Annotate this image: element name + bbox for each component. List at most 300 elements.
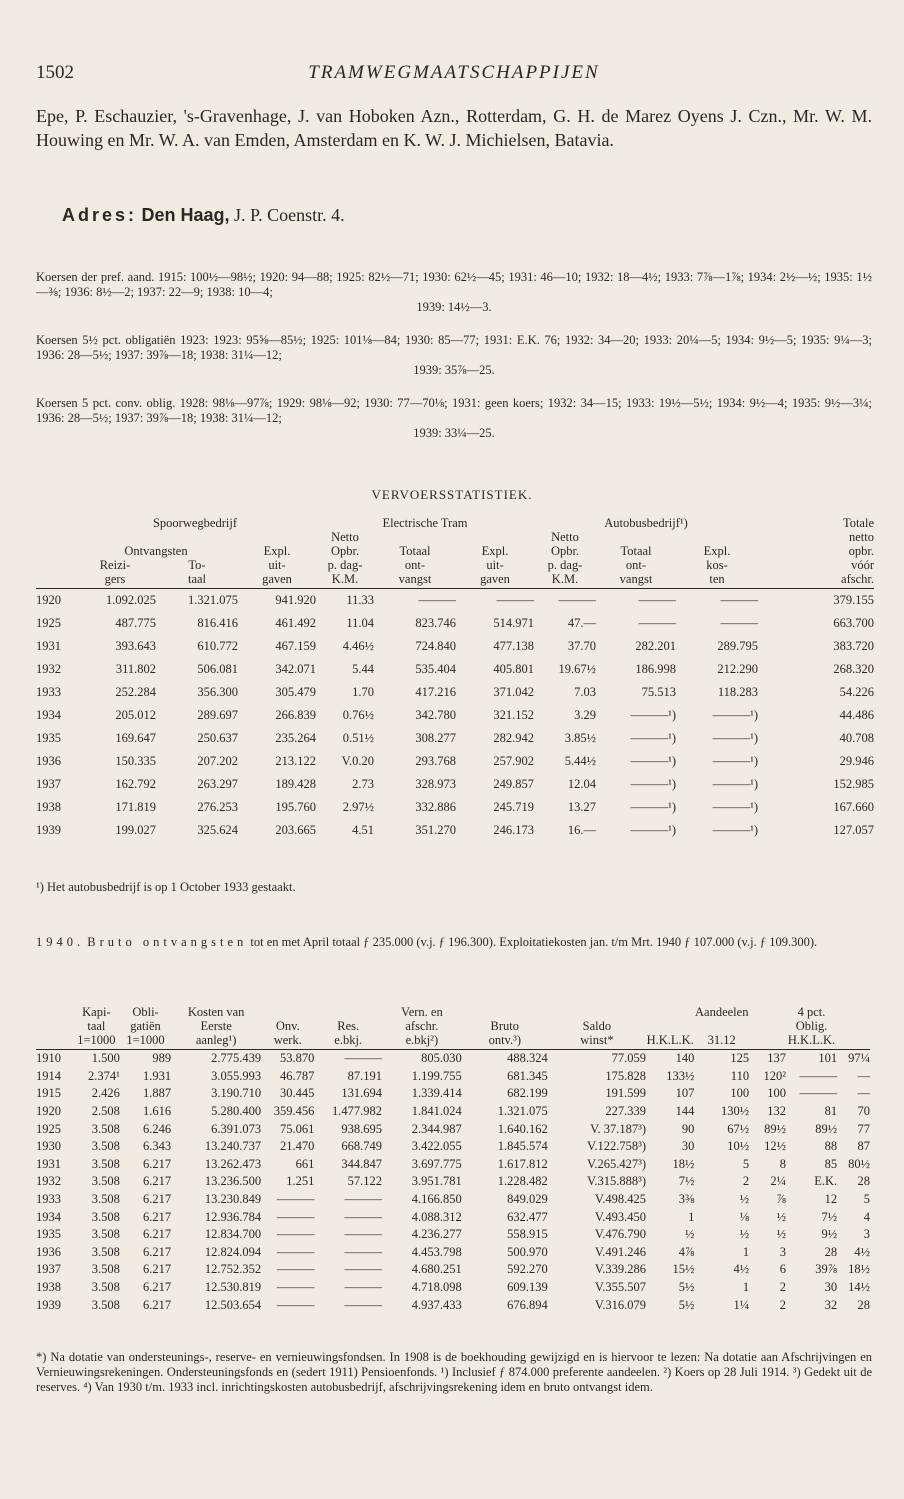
col-header: K.M.: [534, 572, 596, 589]
table-row: [36, 819, 874, 842]
table-cell: 5.280.400: [211, 1104, 262, 1119]
col-header: afschr.: [405, 1019, 439, 1033]
table-cell: 342.071: [275, 662, 316, 676]
col-header: opbr.: [848, 544, 874, 558]
table-row: [36, 589, 874, 613]
table-cell: 8: [779, 1156, 786, 1171]
table-cell: 1.70: [352, 685, 374, 699]
row-year: 1933: [36, 1192, 61, 1207]
table-cell: 276.253: [197, 800, 238, 814]
table-row: [36, 750, 874, 773]
table-cell: V.315.888³): [586, 1174, 647, 1189]
table-cell: ———: [558, 593, 596, 607]
col-header: Bruto: [490, 1019, 520, 1033]
table-row: [36, 1208, 870, 1226]
row-year: 1937: [36, 777, 61, 791]
table-cell: 0.76½: [342, 708, 374, 722]
table-cell: ⅞: [776, 1192, 786, 1207]
table-cell: 3.508: [91, 1139, 120, 1154]
finance-table-head: [36, 1005, 870, 1050]
table-cell: 328.973: [415, 777, 456, 791]
col-header: Netto: [331, 530, 359, 544]
group-autobus: Autobusbedrijf¹): [604, 516, 688, 530]
table-cell: ———: [276, 1227, 315, 1242]
table-cell: 4.453.798: [411, 1244, 462, 1259]
table-cell: 849.029: [507, 1192, 548, 1207]
table-cell: 46.787: [280, 1068, 315, 1083]
col-header: [36, 1033, 73, 1050]
table-cell: 125: [730, 1051, 750, 1066]
table-cell: 199.027: [115, 823, 156, 837]
table-cell: V. 37.187³): [590, 1121, 647, 1136]
table-cell: 12.530.819: [204, 1280, 262, 1295]
table-cell: 110: [730, 1068, 750, 1083]
traffic-stats-table: [36, 516, 874, 842]
table-cell: 12.936.784: [204, 1209, 262, 1224]
table-cell: 3.508: [91, 1192, 120, 1207]
table-cell: ———: [638, 593, 676, 607]
col-header: Saldo: [582, 1019, 612, 1033]
table-cell: 6.217: [142, 1192, 172, 1207]
table-cell: 4.088.312: [411, 1209, 462, 1224]
note-1940-label: Bruto ontvangsten: [87, 935, 248, 949]
col-header: gers: [74, 572, 156, 589]
table-cell: V.316.079: [594, 1297, 647, 1312]
table-cell: 140: [675, 1051, 695, 1066]
table-cell: 4½: [733, 1262, 750, 1277]
table-cell: 162.792: [115, 777, 156, 791]
table-cell: 379.155: [833, 593, 874, 607]
table-cell: 120²: [763, 1068, 786, 1083]
table-cell: 2.426: [91, 1086, 120, 1101]
table-cell: ½: [776, 1227, 786, 1242]
row-year: 1934: [36, 1209, 61, 1224]
table-cell: 77.059: [611, 1051, 647, 1066]
table-cell: 487.775: [115, 616, 156, 630]
table-cell: 816.416: [197, 616, 238, 630]
table-cell: 342.780: [415, 708, 456, 722]
traffic-stats-title: VERVOERSSTATISTIEK.: [371, 487, 533, 502]
table-cell: 308.277: [415, 731, 456, 745]
col-header: 1=1000: [73, 1033, 120, 1050]
table-cell: 1.321.075: [188, 593, 238, 607]
table-cell: 1: [742, 1280, 750, 1295]
col-header: Expl.: [263, 544, 291, 558]
table-cell: 477.138: [493, 639, 534, 653]
table-row: [36, 727, 874, 750]
table-cell: 4.51: [352, 823, 374, 837]
table-cell: 1.640.162: [497, 1121, 548, 1136]
table-cell: 7½: [678, 1174, 695, 1189]
table-cell: 1.228.482: [497, 1174, 548, 1189]
table-cell: 293.768: [415, 754, 456, 768]
table-cell: 10½: [727, 1139, 750, 1154]
table-cell: 28: [857, 1297, 870, 1312]
col-header: Netto: [551, 530, 579, 544]
table-cell: 28: [824, 1244, 838, 1259]
table-cell: 632.477: [507, 1209, 548, 1224]
table-cell: 1.339.414: [411, 1086, 462, 1101]
table-cell: 383.720: [833, 639, 874, 653]
table-row: [36, 1261, 870, 1279]
table-cell: 107: [675, 1086, 695, 1101]
col-header: Res.: [337, 1019, 360, 1033]
table-cell: 85: [824, 1156, 838, 1171]
table-cell: 661: [295, 1156, 315, 1171]
table-cell: 941.920: [275, 593, 316, 607]
table-cell: 75.513: [641, 685, 676, 699]
table-cell: 3.508: [91, 1262, 120, 1277]
table-cell: 169.647: [115, 731, 156, 745]
table-cell: 6.217: [142, 1262, 172, 1277]
table-cell: 21.470: [280, 1139, 315, 1154]
table-cell: —: [857, 1068, 870, 1083]
table-cell: 97¼: [848, 1051, 870, 1066]
col-header: Eerste: [200, 1019, 232, 1033]
table-cell: 28: [857, 1174, 870, 1189]
table-cell: 558.915: [507, 1227, 548, 1242]
table-cell: 663.700: [833, 616, 874, 630]
table-cell: 12.824.094: [204, 1244, 262, 1259]
col-header: kos-: [706, 558, 728, 572]
table-cell: 3.190.710: [211, 1086, 262, 1101]
table-row: [36, 635, 874, 658]
koersen-conv-oblig: [36, 396, 872, 441]
table-cell: ⅛: [739, 1209, 750, 1224]
table-cell: ———: [344, 1262, 382, 1277]
table-cell: 191.599: [605, 1086, 647, 1101]
table-cell: 2¼: [770, 1174, 786, 1189]
table-cell: 5: [742, 1156, 750, 1171]
table-cell: 213.122: [275, 754, 316, 768]
table-cell: ———¹): [712, 731, 758, 745]
table-cell: 325.624: [197, 823, 238, 837]
table-cell: ½: [739, 1192, 750, 1207]
col-header: [837, 1005, 870, 1019]
table-cell: 668.749: [341, 1139, 382, 1154]
table-cell: 13.236.500: [204, 1174, 262, 1189]
col-header: [749, 1033, 786, 1050]
col-header: [314, 1005, 382, 1019]
col-header: [646, 1019, 694, 1033]
table-cell: 268.320: [833, 662, 874, 676]
row-year: 1932: [36, 662, 61, 676]
table-cell: 823.746: [415, 616, 456, 630]
table-row: [36, 1156, 870, 1174]
table-cell: 14½: [848, 1280, 870, 1295]
table-cell: 150.335: [115, 754, 156, 768]
table-cell: 4½: [854, 1244, 870, 1259]
finance-table: [36, 1005, 870, 1314]
koersen-text: Koersen 5 pct. conv. oblig. 1928: 98⅛—97⅞; 1929: 98⅛—92; 1930: 77—70⅛; 1931: geen koers; 1932: 34—15; 1933: 19½—5½; 1934: 9½—4; 1935: 9½—3¼; 1936: 28—5½; 1937: 39⅞—18; 1938: 31¼—12;: [36, 396, 872, 425]
group-spoorweg: Spoorwegbedrijf: [152, 516, 237, 530]
table-cell: 682.199: [507, 1086, 548, 1101]
table-cell: 1: [742, 1244, 750, 1259]
col-header: H.K.L.K.: [646, 1033, 694, 1050]
col-header: [837, 1033, 870, 1050]
table-row: [36, 1226, 870, 1244]
row-year: 1937: [36, 1262, 61, 1277]
table-cell: 3.422.055: [411, 1139, 462, 1154]
table-cell: 80½: [848, 1156, 870, 1171]
table-cell: 467.159: [275, 639, 316, 653]
table-cell: ———: [496, 593, 534, 607]
table-cell: 81: [824, 1104, 838, 1119]
table-cell: 356.300: [197, 685, 238, 699]
table-cell: 1.199.755: [411, 1068, 462, 1083]
table-cell: 3.508: [91, 1227, 120, 1242]
col-header: gatiën: [130, 1019, 161, 1033]
table-cell: 2.344.987: [411, 1121, 462, 1136]
col-header: Totaal: [620, 544, 652, 558]
table-cell: 1.321.075: [497, 1104, 548, 1119]
table-cell: 13.27: [567, 800, 596, 814]
address-label: Adres:: [62, 205, 138, 225]
table-cell: 13.240.737: [204, 1139, 262, 1154]
table-cell: 40.708: [839, 731, 874, 745]
table-cell: 6.217: [142, 1156, 172, 1171]
table-cell: 11.04: [346, 616, 374, 630]
table-cell: ———¹): [630, 754, 676, 768]
table-cell: 5.44: [352, 662, 374, 676]
note-1940-text: tot en met April totaal ƒ 235.000 (v.j. ƒ 196.300). Exploitatiekosten jan. t/m Mrt. 1940 ƒ 107.000 (v.j. ƒ 109.300).: [250, 935, 818, 949]
table-cell: 592.270: [507, 1262, 548, 1277]
table-cell: 235.264: [275, 731, 316, 745]
table-cell: 167.660: [833, 800, 874, 814]
col-header: [261, 1005, 314, 1019]
row-year: 1934: [36, 708, 61, 722]
table-cell: E.K.: [814, 1174, 838, 1189]
table-cell: 100: [767, 1086, 786, 1101]
table-cell: 131.694: [341, 1086, 382, 1101]
table-cell: 2.775.439: [211, 1051, 262, 1066]
table-cell: 101: [818, 1051, 838, 1066]
table-cell: 311.802: [115, 662, 156, 676]
table-cell: 44.486: [839, 708, 874, 722]
table-cell: 132: [767, 1104, 786, 1119]
col-header: Vern. en: [401, 1005, 443, 1019]
table-cell: 0.51½: [342, 731, 374, 745]
table-cell: 289.795: [717, 639, 758, 653]
table-cell: ———: [344, 1280, 382, 1295]
table-cell: 189.428: [275, 777, 316, 791]
table-cell: 88: [824, 1139, 838, 1154]
row-year: 1933: [36, 685, 61, 699]
table-cell: 54.226: [839, 685, 874, 699]
table-row: [36, 1103, 870, 1121]
table-cell: 3.951.781: [411, 1174, 462, 1189]
table-cell: 53.870: [280, 1051, 315, 1066]
table-cell: 2: [779, 1297, 786, 1312]
col-header: Totaal: [399, 544, 431, 558]
table-cell: 1.887: [142, 1086, 172, 1101]
table-cell: 67½: [727, 1121, 750, 1136]
group-electrische-tram: Electrische Tram: [382, 516, 468, 530]
autobus-footnote: ¹) Het autobusbedrijf is op 1 October 1933 gestaakt.: [36, 880, 296, 894]
table-cell: 186.998: [635, 662, 676, 676]
table-cell: 266.839: [275, 708, 316, 722]
table-cell: 29.946: [839, 754, 874, 768]
table-cell: 6.217: [142, 1244, 172, 1259]
table-cell: 70: [857, 1104, 870, 1119]
table-cell: 4.46½: [342, 639, 374, 653]
table-cell: 87: [857, 1139, 870, 1154]
row-year: 1935: [36, 1227, 61, 1242]
table-cell: 12.752.352: [204, 1262, 262, 1277]
note-1940: [36, 935, 872, 949]
table-cell: 1.616: [142, 1104, 172, 1119]
table-cell: —: [857, 1086, 870, 1101]
table-cell: 3: [863, 1227, 870, 1242]
col-header: ont-: [625, 558, 647, 572]
table-cell: 6.217: [142, 1227, 172, 1242]
table-cell: ½: [685, 1227, 695, 1242]
table-cell: 1: [688, 1209, 695, 1224]
table-cell: 175.828: [605, 1068, 647, 1083]
row-year: 1925: [36, 616, 61, 630]
table-row: [36, 1085, 870, 1103]
table-cell: V.355.507: [594, 1280, 647, 1295]
table-cell: 3.508: [91, 1174, 120, 1189]
table-cell: 7½: [821, 1209, 838, 1224]
table-row: [36, 704, 874, 727]
table-cell: ———: [720, 593, 758, 607]
table-cell: ———: [344, 1192, 382, 1207]
table-cell: 12.503.654: [204, 1297, 262, 1312]
col-header: aanleg¹): [171, 1033, 261, 1050]
table-cell: 39⅞: [815, 1262, 838, 1277]
table-cell: 321.152: [493, 708, 534, 722]
koersen-text: Koersen der pref. aand. 1915: 100½—98½; 1920: 94—88; 1925: 82½—71; 1930: 62½—45; 1931: 46—10; 1932: 18—4½; 1933: 7⅞—1⅞; 1934: 2½—½; 1935: 1½—⅜; 1936: 8½—2; 1937: 22—9; 1938: 10—4;: [36, 270, 872, 299]
col-header: 1=1000: [120, 1033, 171, 1050]
table-cell: 207.202: [197, 754, 238, 768]
table-cell: 344.847: [341, 1156, 382, 1171]
col-header: gaven: [456, 572, 534, 589]
table-cell: 227.339: [605, 1104, 647, 1119]
table-cell: 15½: [672, 1262, 695, 1277]
table-cell: ———: [276, 1192, 315, 1207]
table-cell: 805.030: [421, 1051, 462, 1066]
col-header: uit-: [268, 558, 286, 572]
col-header: Kosten van: [187, 1005, 245, 1019]
row-year: 1939: [36, 823, 61, 837]
col-header: vangst: [374, 572, 456, 589]
table-cell: 2.73: [352, 777, 374, 791]
table-cell: 371.042: [493, 685, 534, 699]
table-cell: ———: [799, 1068, 838, 1083]
table-row: [36, 1050, 870, 1068]
table-cell: 249.857: [493, 777, 534, 791]
row-year: 1925: [36, 1121, 61, 1136]
row-year: 1920: [36, 1104, 61, 1119]
table-cell: 37.70: [567, 639, 596, 653]
row-year: 1938: [36, 800, 61, 814]
table-row: [36, 1120, 870, 1138]
col-header: taal: [156, 572, 238, 589]
table-cell: V.265.427³): [586, 1156, 647, 1171]
table-cell: ———: [344, 1244, 382, 1259]
table-cell: 3.85½: [564, 731, 596, 745]
table-row: [36, 1244, 870, 1262]
address-street: J. P. Coenstr. 4.: [234, 205, 345, 225]
table-cell: ———: [799, 1086, 838, 1101]
table-cell: 359.456: [273, 1104, 315, 1119]
table-cell: ———¹): [630, 800, 676, 814]
row-year: 1935: [36, 731, 61, 745]
table-cell: ———¹): [630, 777, 676, 791]
table-cell: 9½: [821, 1227, 838, 1242]
traffic-stats-body: [36, 589, 874, 843]
table-cell: 4: [863, 1209, 870, 1224]
col-header: e.bkj²): [382, 1033, 462, 1050]
table-cell: 282.942: [493, 731, 534, 745]
col-header: e.bkj.: [314, 1033, 382, 1050]
table-cell: 488.324: [507, 1051, 548, 1066]
table-cell: ———: [344, 1227, 382, 1242]
table-cell: 12: [824, 1192, 838, 1207]
table-cell: 250.637: [197, 731, 238, 745]
col-header: H.K.L.K.: [786, 1033, 837, 1050]
row-year: 1930: [36, 1139, 61, 1154]
table-cell: 1.092.025: [106, 593, 156, 607]
col-header: To-: [188, 558, 206, 572]
table-cell: ———: [720, 616, 758, 630]
col-header: Reizi-: [99, 558, 131, 572]
col-header: Onv.: [275, 1019, 300, 1033]
table-cell: 3.055.993: [211, 1068, 262, 1083]
col-header: [548, 1005, 646, 1019]
table-cell: ———: [276, 1280, 315, 1295]
table-cell: ———¹): [630, 708, 676, 722]
table-cell: V.493.450: [594, 1209, 647, 1224]
col-header: [749, 1019, 786, 1033]
table-cell: V.339.286: [594, 1262, 647, 1277]
sub-ontvangsten: Ontvangsten: [124, 544, 188, 558]
table-cell: 4.680.251: [411, 1262, 462, 1277]
table-cell: 12.834.700: [204, 1227, 262, 1242]
table-cell: V.0.20: [341, 754, 374, 768]
table-cell: 7.03: [574, 685, 596, 699]
koersen-obligaties: [36, 333, 872, 378]
table-cell: ———¹): [630, 823, 676, 837]
table-cell: ———: [344, 1209, 382, 1224]
table-cell: 118.283: [717, 685, 758, 699]
table-cell: 724.840: [415, 639, 456, 653]
table-cell: 246.173: [493, 823, 534, 837]
table-cell: ———¹): [712, 708, 758, 722]
table-cell: 30: [681, 1139, 695, 1154]
col-header: [36, 1005, 73, 1019]
table-cell: 3.508: [91, 1121, 120, 1136]
table-cell: 4.236.277: [411, 1227, 462, 1242]
table-cell: ½: [739, 1227, 750, 1242]
table-cell: ———: [276, 1244, 315, 1259]
table-cell: 1.500: [91, 1051, 120, 1066]
table-cell: 195.760: [275, 800, 316, 814]
table-cell: 1¼: [733, 1297, 750, 1312]
table-cell: 405.801: [493, 662, 534, 676]
col-header: Expl.: [481, 544, 509, 558]
koersen-last: 1939: 33¼—25.: [413, 426, 495, 440]
col-header: uit-: [486, 558, 504, 572]
koersen-last: 1939: 35⅞—25.: [413, 363, 495, 377]
col-header: [749, 1005, 786, 1019]
col-header: K.M.: [316, 572, 374, 589]
table-row: [36, 1296, 870, 1314]
table-row: [36, 1173, 870, 1191]
col-header: ten: [676, 572, 758, 589]
table-cell: 205.012: [115, 708, 156, 722]
